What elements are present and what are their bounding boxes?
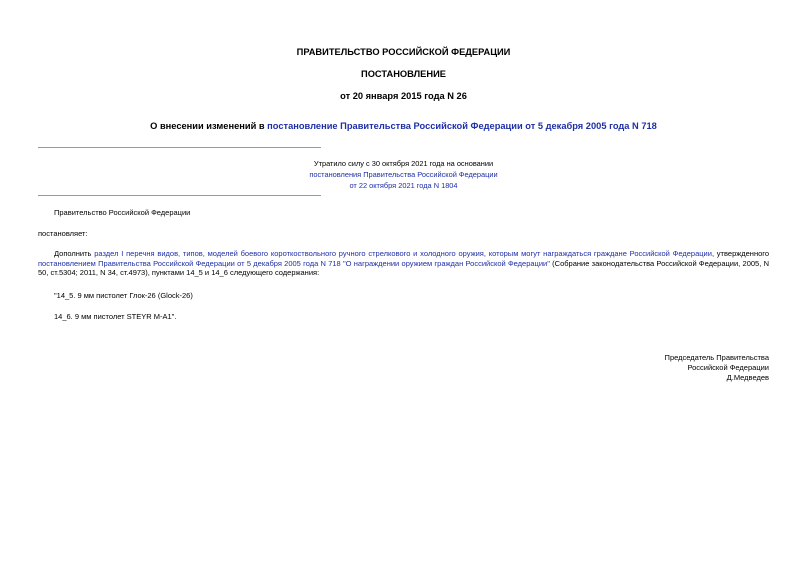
date-number-heading: от 20 января 2015 года N 26 — [340, 91, 467, 101]
document-type-heading: ПОСТАНОВЛЕНИЕ — [361, 69, 446, 79]
body-paragraph-government: Правительство Российской Федерации — [54, 208, 191, 217]
divider-top — [38, 147, 321, 148]
title-prefix: О внесении изменений в — [150, 121, 268, 131]
list-item-14-6: 14_6. 9 мм пистолет STEYR M-A1". — [54, 312, 177, 321]
amendment-link-decree[interactable]: постановлением Правительства Российской Федерации от 5 декабря 2005 года N 718 "О награждении оружием граждан Российской Федерации" — [38, 258, 550, 268]
title-link[interactable]: постановление Правительства Российской Федерации от 5 декабря 2005 года N 718 — [267, 121, 657, 131]
body-paragraph-decrees: постановляет: — [38, 229, 88, 238]
amendment-link-list[interactable]: раздел I перечня видов, типов, моделей боевого короткоствольного ручного стрелкового и холодного оружия, которым могут награждаться граждане Российской Федерации — [94, 249, 712, 258]
amendment-end: (Собрание законодательства Российской Федерации, 2005, N 50, ст.5304; 2011, N 34, ст.4973), пунктами 14_5 и 14_6 следующего содержания: — [38, 258, 769, 278]
signature-country: Российской Федерации — [687, 363, 769, 372]
signature-position: Председатель Правительства — [664, 353, 769, 362]
status-link-2[interactable]: от 22 октября 2021 года N 1804 — [349, 181, 458, 190]
status-line: Утратило силу с 30 октября 2021 года на основании — [313, 159, 494, 168]
divider-bottom — [38, 195, 321, 196]
amendment-mid: , утвержденного — [711, 249, 770, 258]
amendment-start: Дополнить — [54, 249, 95, 258]
document-title — [0, 121, 807, 131]
list-item-14-5: "14_5. 9 мм пистолет Глок-26 (Glock-26) — [54, 291, 193, 300]
government-heading: ПРАВИТЕЛЬСТВО РОССИЙСКОЙ ФЕДЕРАЦИИ — [296, 47, 511, 57]
status-link-1[interactable]: постановления Правительства Российской Федерации — [309, 170, 498, 179]
signature-name: Д.Медведев — [726, 373, 769, 382]
body-paragraph-amendment — [38, 249, 769, 278]
